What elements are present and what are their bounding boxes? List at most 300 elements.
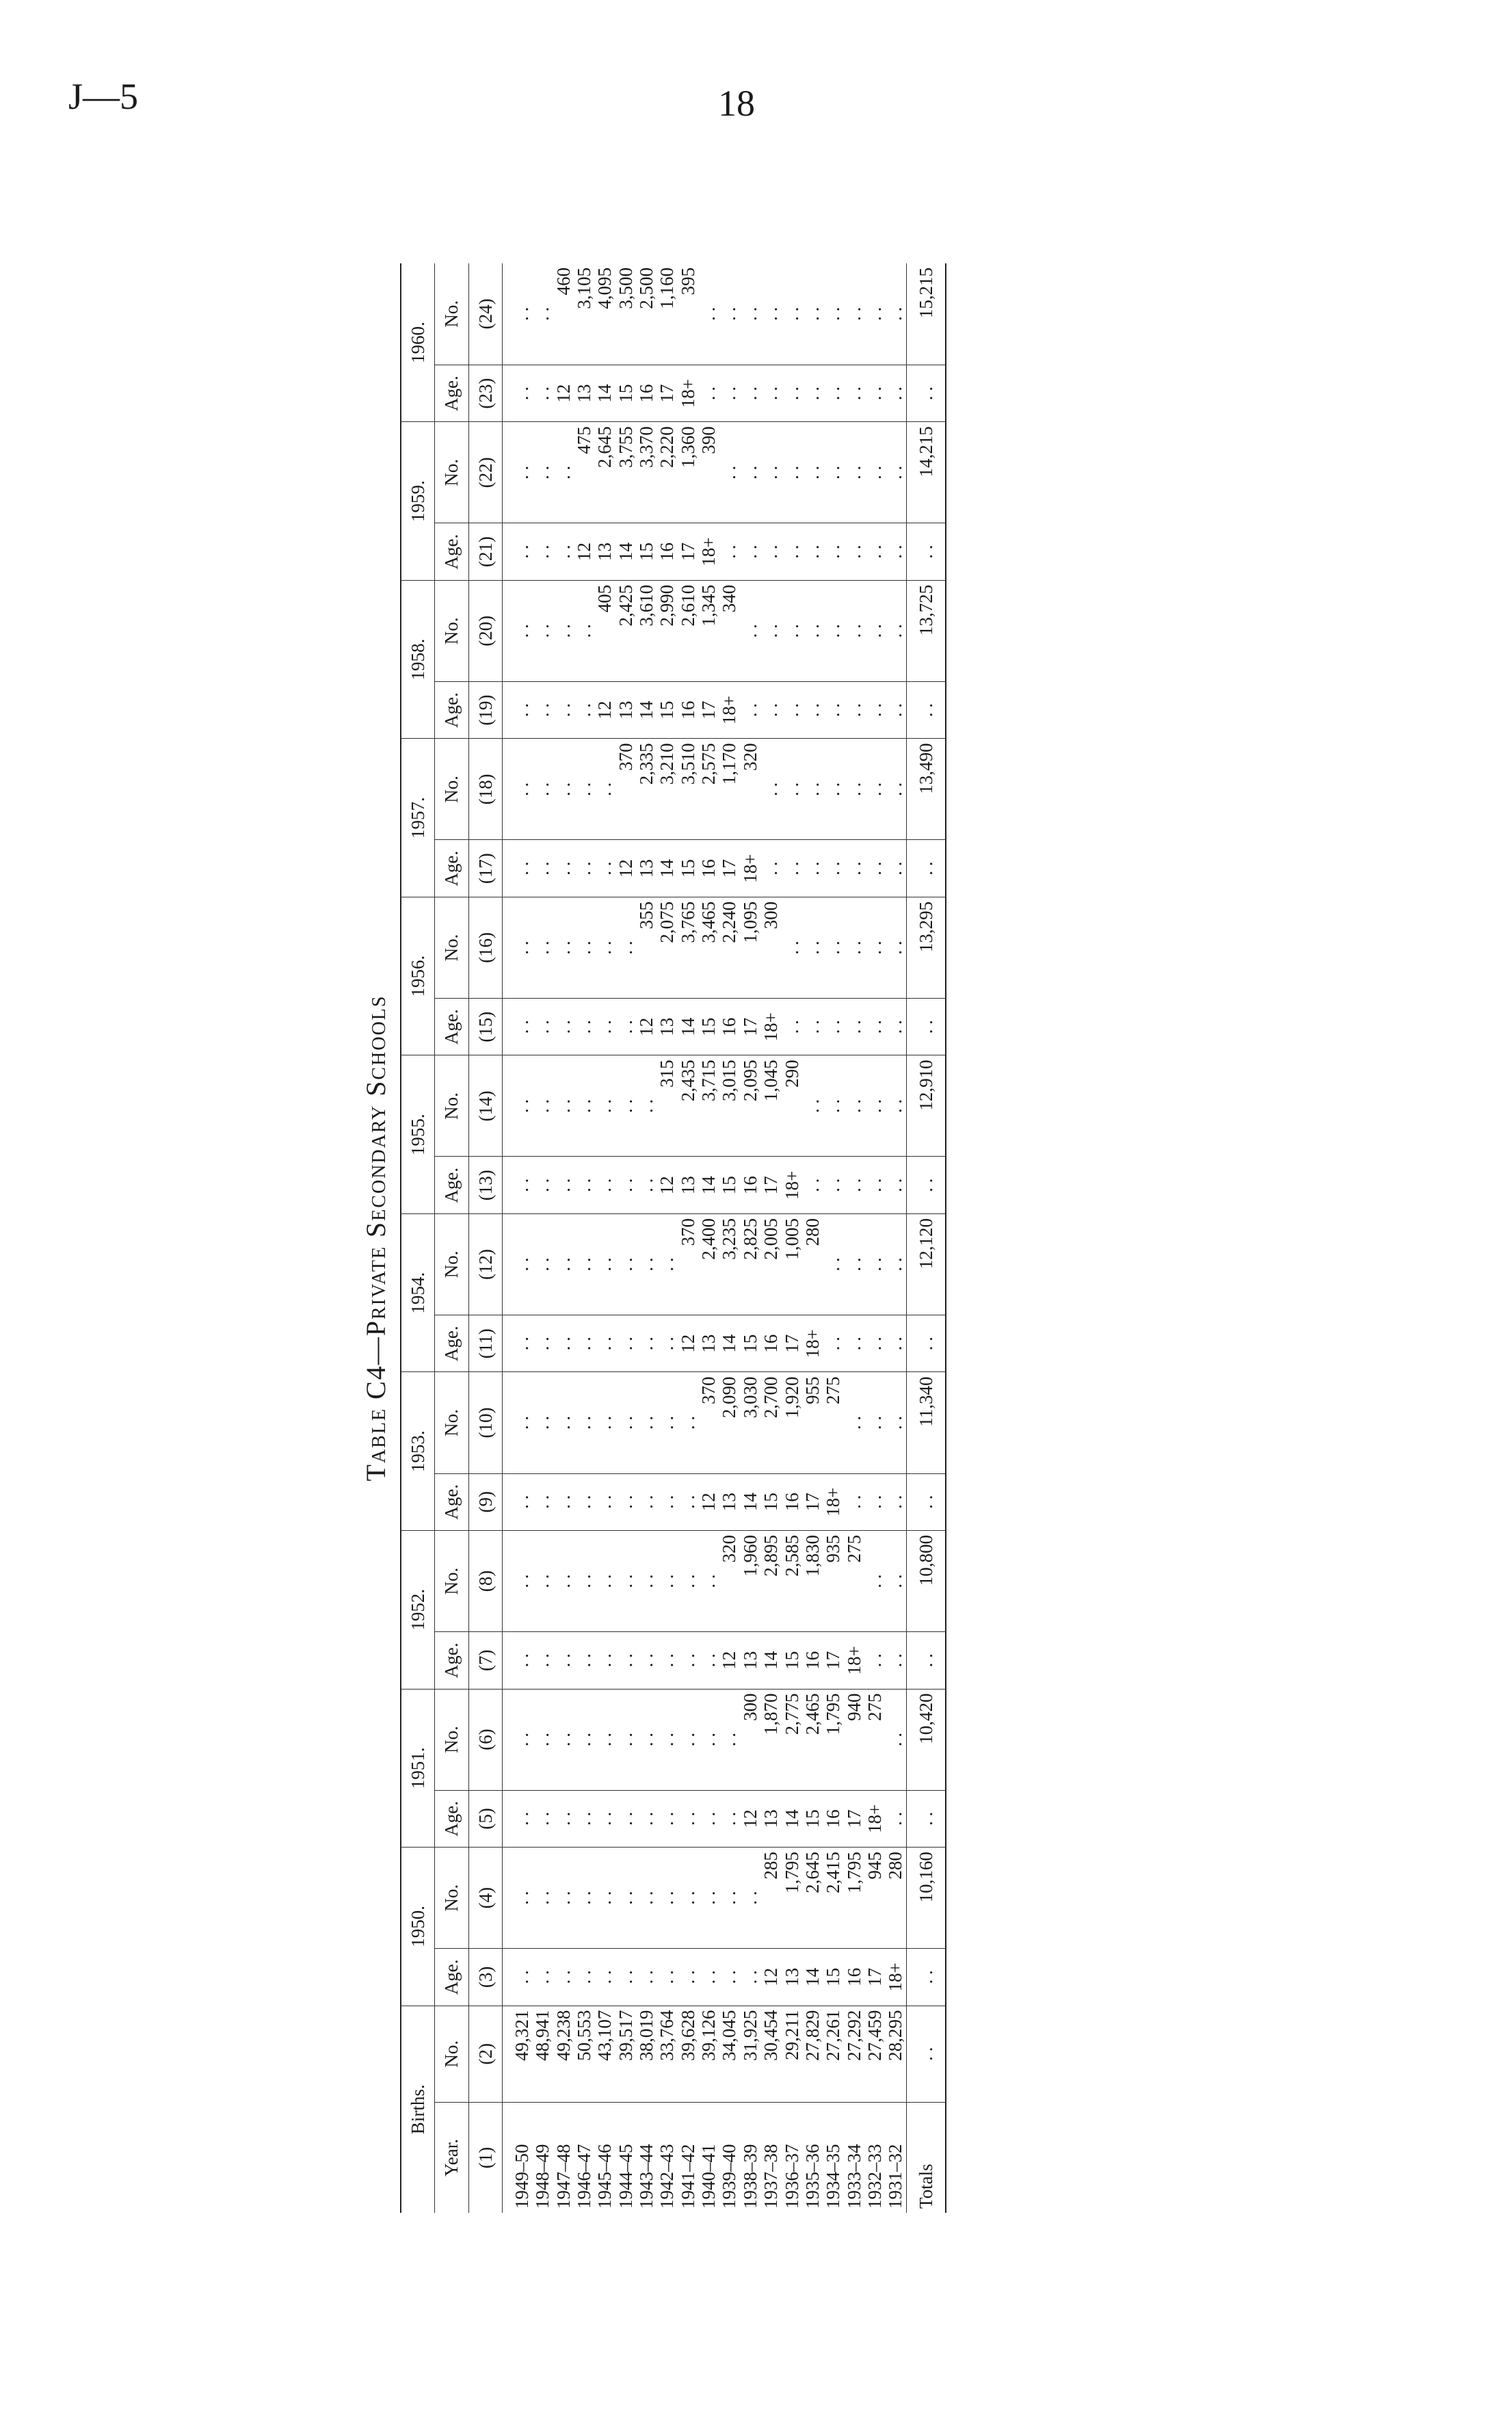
age-cell: 13 <box>636 840 656 897</box>
number-cell: . . <box>553 1848 574 1949</box>
age-cell: . . <box>823 1157 843 1213</box>
age-cell: . . <box>740 681 760 738</box>
column-number: (3) <box>468 1949 502 2006</box>
age-cell: 16 <box>760 1315 781 1372</box>
year-heading-1951: 1951. <box>401 1689 435 1848</box>
number-cell: 1,360 <box>678 422 698 523</box>
age-cell: . . <box>574 1315 594 1372</box>
age-cell: 18+ <box>678 365 698 421</box>
age-total-dots: . . <box>906 681 946 738</box>
table-row <box>823 263 843 2213</box>
age-cell: . . <box>844 1157 864 1213</box>
age-cell: . . <box>503 1473 533 1530</box>
number-cell: . . <box>864 897 885 998</box>
no-label: No. <box>435 580 468 681</box>
number-cell: 3,210 <box>656 739 677 840</box>
number-cell: . . <box>615 1689 636 1790</box>
birth-year-cell: 1943–44 <box>636 2144 657 2209</box>
number-cell: 290 <box>782 1055 802 1157</box>
age-cell: . . <box>656 1473 677 1530</box>
number-cell: . . <box>532 1372 553 1473</box>
age-label: Age. <box>435 681 468 738</box>
rotated-table-container <box>352 263 1357 2213</box>
number-cell: . . <box>885 1531 906 1632</box>
number-cell: 1,170 <box>719 739 739 840</box>
number-cell: . . <box>719 1848 739 1949</box>
number-cell: . . <box>574 1848 594 1949</box>
column-number: (5) <box>468 1790 502 1847</box>
age-cell: 13 <box>615 681 636 738</box>
number-cell: . . <box>594 1848 615 1949</box>
number-cell: 275 <box>823 1372 843 1473</box>
age-cell: 15 <box>678 840 698 897</box>
number-cell: 370 <box>615 739 636 840</box>
number-cell: . . <box>864 1213 885 1315</box>
column-number: (2) <box>468 2006 502 2102</box>
number-cell: 3,715 <box>698 1055 719 1157</box>
age-cell: 16 <box>823 1790 843 1847</box>
age-cell: 17 <box>802 1473 823 1530</box>
age-cell: . . <box>656 1315 677 1372</box>
births-number-cell: 31,925 <box>740 2006 760 2102</box>
age-cell: . . <box>574 681 594 738</box>
page-header <box>62 68 1395 130</box>
age-cell: . . <box>698 1790 719 1847</box>
age-cell: . . <box>594 1315 615 1372</box>
age-cell: 17 <box>760 1157 781 1213</box>
column-number: (1) <box>468 2102 502 2213</box>
age-cell: . . <box>636 1473 656 1530</box>
number-cell: 1,160 <box>656 263 677 365</box>
number-cell: . . <box>636 1372 656 1473</box>
age-cell: . . <box>885 1473 906 1530</box>
births-number-cell: 27,829 <box>802 2006 823 2102</box>
age-total-dots: . . <box>906 998 946 1055</box>
number-cell: 3,105 <box>574 263 594 365</box>
age-cell: . . <box>615 1790 636 1847</box>
number-cell: . . <box>698 263 719 365</box>
age-cell: . . <box>503 523 533 580</box>
number-cell: . . <box>656 1848 677 1949</box>
number-cell: . . <box>615 1531 636 1632</box>
age-cell: . . <box>823 1315 843 1372</box>
age-cell: . . <box>823 681 843 738</box>
total-number-cell: 13,295 <box>906 897 946 998</box>
column-number: (4) <box>468 1848 502 1949</box>
age-cell: . . <box>885 365 906 421</box>
age-cell: 16 <box>782 1473 802 1530</box>
age-cell: . . <box>636 1790 656 1847</box>
number-cell: . . <box>636 1213 656 1315</box>
column-number: (18) <box>468 739 502 840</box>
age-cell: . . <box>782 365 802 421</box>
subheading-row <box>435 263 468 2213</box>
number-cell: . . <box>760 263 781 365</box>
age-cell: 16 <box>719 998 739 1055</box>
number-cell: 2,095 <box>740 1055 760 1157</box>
age-cell: . . <box>553 998 574 1055</box>
number-cell: . . <box>532 1531 553 1632</box>
births-number-cell: 29,211 <box>782 2006 802 2102</box>
table-row <box>594 263 615 2213</box>
age-cell: . . <box>532 1315 553 1372</box>
age-cell: 12 <box>760 1949 781 2006</box>
number-cell: . . <box>532 1213 553 1315</box>
age-cell: . . <box>656 1949 677 2006</box>
age-cell: . . <box>553 1473 574 1530</box>
total-number-cell: 15,215 <box>906 263 946 365</box>
age-cell: . . <box>532 1632 553 1689</box>
number-cell: 955 <box>802 1372 823 1473</box>
number-cell: . . <box>678 1689 698 1790</box>
births-number-cell: 34,045 <box>719 2006 739 2102</box>
number-cell: . . <box>594 897 615 998</box>
number-cell: 1,005 <box>782 1213 802 1315</box>
number-cell: 390 <box>698 422 719 523</box>
number-cell: . . <box>503 1213 533 1315</box>
births-number-cell: 39,517 <box>615 2006 636 2102</box>
number-cell: . . <box>760 422 781 523</box>
number-cell: 395 <box>678 263 698 365</box>
age-cell: . . <box>885 840 906 897</box>
age-cell: . . <box>678 1790 698 1847</box>
number-cell: . . <box>656 1531 677 1632</box>
age-cell: . . <box>864 523 885 580</box>
age-cell: . . <box>698 1632 719 1689</box>
age-cell: . . <box>844 1473 864 1530</box>
number-cell: 280 <box>802 1213 823 1315</box>
age-cell: . . <box>553 1632 574 1689</box>
number-cell: . . <box>740 263 760 365</box>
number-cell: . . <box>698 1689 719 1790</box>
age-cell: 13 <box>574 365 594 421</box>
number-cell: 2,005 <box>760 1213 781 1315</box>
birth-year-cell: 1949–50 <box>512 2144 533 2209</box>
age-cell: . . <box>594 1790 615 1847</box>
age-cell: 12 <box>594 681 615 738</box>
column-number: (23) <box>468 365 502 421</box>
table-row <box>844 263 864 2213</box>
age-cell: . . <box>636 1157 656 1213</box>
no-label: No. <box>435 1531 468 1632</box>
column-number: (14) <box>468 1055 502 1157</box>
age-cell: . . <box>823 523 843 580</box>
age-cell: . . <box>698 1949 719 2006</box>
births-number-cell: 43,107 <box>594 2006 615 2102</box>
age-cell: . . <box>594 1473 615 1530</box>
age-cell: . . <box>844 523 864 580</box>
age-cell: 13 <box>594 523 615 580</box>
number-cell: . . <box>864 739 885 840</box>
number-cell: 2,895 <box>760 1531 781 1632</box>
age-cell: . . <box>615 1157 636 1213</box>
birth-year-cell: 1935–36 <box>801 2144 823 2209</box>
age-cell: 13 <box>656 998 677 1055</box>
no-label: No. <box>435 1848 468 1949</box>
document-reference: J—5 <box>68 76 139 117</box>
number-cell: 3,500 <box>615 263 636 365</box>
births-number-cell: 38,019 <box>636 2006 656 2102</box>
births-number-cell: 28,295 <box>885 2006 906 2102</box>
number-cell: . . <box>553 1372 574 1473</box>
number-cell: 1,960 <box>740 1531 760 1632</box>
total-number-cell: 12,910 <box>906 1055 946 1157</box>
age-cell: 14 <box>740 1473 760 1530</box>
number-cell: 315 <box>656 1055 677 1157</box>
number-cell: . . <box>532 1689 553 1790</box>
age-cell: 14 <box>615 523 636 580</box>
births-number-cell: 30,454 <box>760 2006 781 2102</box>
column-number: (24) <box>468 263 502 365</box>
number-cell: . . <box>574 1689 594 1790</box>
age-cell: . . <box>615 1315 636 1372</box>
age-cell: . . <box>532 1949 553 2006</box>
column-number: (9) <box>468 1473 502 1530</box>
page-number: 18 <box>718 83 755 124</box>
age-cell: . . <box>553 681 574 738</box>
number-cell: . . <box>553 1055 574 1157</box>
age-cell: . . <box>844 1315 864 1372</box>
number-cell: . . <box>844 422 864 523</box>
number-cell: 370 <box>698 1372 719 1473</box>
number-cell: . . <box>503 1689 533 1790</box>
number-cell: 2,645 <box>594 422 615 523</box>
table-row <box>656 263 677 2213</box>
age-cell: . . <box>885 1315 906 1372</box>
age-cell: 18+ <box>698 523 719 580</box>
number-cell: 2,220 <box>656 422 677 523</box>
total-number-cell: 14,215 <box>906 422 946 523</box>
number-cell: . . <box>885 1055 906 1157</box>
age-cell: . . <box>574 1157 594 1213</box>
age-cell: 15 <box>698 998 719 1055</box>
age-cell: 15 <box>802 1790 823 1847</box>
age-cell: . . <box>844 681 864 738</box>
age-cell: 14 <box>760 1632 781 1689</box>
age-cell: 18+ <box>802 1315 823 1372</box>
age-cell: . . <box>864 1632 885 1689</box>
number-cell: . . <box>532 897 553 998</box>
number-cell: . . <box>719 263 739 365</box>
number-cell: . . <box>844 1055 864 1157</box>
number-cell: . . <box>740 580 760 681</box>
age-cell: . . <box>553 1790 574 1847</box>
no-label: No. <box>435 263 468 365</box>
year-heading-1955: 1955. <box>401 1055 435 1214</box>
birth-year-cell: 1946–47 <box>574 2144 595 2209</box>
number-cell: 1,795 <box>844 1848 864 1949</box>
number-cell: . . <box>802 897 823 998</box>
number-cell: 1,795 <box>782 1848 802 1949</box>
births-number-cell: 27,292 <box>844 2006 864 2102</box>
births-number-cell: 50,553 <box>574 2006 594 2102</box>
age-cell: . . <box>656 1632 677 1689</box>
number-cell: 3,015 <box>719 1055 739 1157</box>
number-cell: 3,610 <box>636 580 656 681</box>
age-cell: . . <box>885 1157 906 1213</box>
age-cell: . . <box>844 365 864 421</box>
births-number-cell: 39,126 <box>698 2006 719 2102</box>
column-number: (21) <box>468 523 502 580</box>
number-cell: 2,425 <box>615 580 636 681</box>
age-cell: 14 <box>802 1949 823 2006</box>
age-cell: 15 <box>740 1315 760 1372</box>
age-cell: 12 <box>656 1157 677 1213</box>
number-cell: 460 <box>553 263 574 365</box>
number-cell: 1,345 <box>698 580 719 681</box>
birth-year-cell: 1945–46 <box>594 2144 615 2209</box>
age-cell: 17 <box>698 681 719 738</box>
age-cell: . . <box>594 1949 615 2006</box>
number-cell: . . <box>636 1848 656 1949</box>
number-cell: . . <box>574 1213 594 1315</box>
age-total-dots: . . <box>906 365 946 421</box>
number-cell: . . <box>782 580 802 681</box>
age-label: Age. <box>435 1632 468 1689</box>
age-cell: . . <box>864 840 885 897</box>
number-cell: . . <box>615 1848 636 1949</box>
year-heading-1956: 1956. <box>401 897 435 1055</box>
number-cell: 300 <box>740 1689 760 1790</box>
number-cell: . . <box>740 422 760 523</box>
number-cell: . . <box>719 1689 739 1790</box>
age-cell: 15 <box>636 523 656 580</box>
birth-year-cell: 1931–32 <box>885 2144 906 2209</box>
column-number-row <box>468 263 502 2213</box>
age-cell: 14 <box>594 365 615 421</box>
total-number-cell: 13,725 <box>906 580 946 681</box>
table-row <box>864 263 885 2213</box>
year-heading-1950: 1950. <box>401 1848 435 2006</box>
age-cell: . . <box>532 365 553 421</box>
number-cell: . . <box>844 263 864 365</box>
age-cell: . . <box>678 1949 698 2006</box>
age-cell: . . <box>574 1949 594 2006</box>
age-cell: . . <box>678 1632 698 1689</box>
table-row <box>698 263 719 2213</box>
age-cell: 17 <box>864 1949 885 2006</box>
number-cell: . . <box>885 1689 906 1790</box>
number-cell: . . <box>864 1531 885 1632</box>
age-cell: 15 <box>782 1632 802 1689</box>
year-heading-1960: 1960. <box>401 263 435 422</box>
number-cell: . . <box>615 1055 636 1157</box>
age-cell: 18+ <box>782 1157 802 1213</box>
number-cell: . . <box>636 1055 656 1157</box>
number-cell: 300 <box>760 897 781 998</box>
age-cell: . . <box>503 998 533 1055</box>
age-cell: . . <box>698 365 719 421</box>
number-cell: 280 <box>885 1848 906 1949</box>
age-cell: . . <box>532 523 553 580</box>
number-cell: . . <box>823 1055 843 1157</box>
age-cell: . . <box>574 998 594 1055</box>
age-cell: . . <box>823 998 843 1055</box>
age-cell: . . <box>719 365 739 421</box>
number-cell: . . <box>532 580 553 681</box>
table-row <box>636 263 656 2213</box>
age-cell: 16 <box>678 681 698 738</box>
number-cell: 2,990 <box>656 580 677 681</box>
number-cell: . . <box>760 739 781 840</box>
age-cell: . . <box>503 365 533 421</box>
age-cell: 15 <box>656 681 677 738</box>
number-cell: 2,415 <box>823 1848 843 1949</box>
table-row <box>532 263 553 2213</box>
age-cell: . . <box>553 1315 574 1372</box>
number-cell: . . <box>532 739 553 840</box>
number-cell: 370 <box>678 1213 698 1315</box>
birth-year-cell: 1934–35 <box>823 2144 844 2209</box>
year-heading-row <box>401 263 435 2213</box>
number-cell: . . <box>782 263 802 365</box>
number-cell: . . <box>823 263 843 365</box>
total-number-cell: 10,420 <box>906 1689 946 1790</box>
number-cell: . . <box>802 422 823 523</box>
number-cell: . . <box>532 1848 553 1949</box>
number-cell: 1,095 <box>740 897 760 998</box>
age-cell: 14 <box>636 681 656 738</box>
number-cell: . . <box>782 739 802 840</box>
age-cell: 13 <box>740 1632 760 1689</box>
number-cell: 2,825 <box>740 1213 760 1315</box>
age-cell: . . <box>636 1315 656 1372</box>
age-cell: 18+ <box>760 998 781 1055</box>
number-cell: . . <box>802 739 823 840</box>
number-cell: . . <box>553 1531 574 1632</box>
age-cell: . . <box>740 1949 760 2006</box>
number-cell: 3,510 <box>678 739 698 840</box>
table-row <box>782 263 802 2213</box>
age-total-dots: . . <box>906 840 946 897</box>
no-label: No. <box>435 1213 468 1315</box>
age-cell: 17 <box>823 1632 843 1689</box>
age-cell: . . <box>594 840 615 897</box>
age-cell: 15 <box>823 1949 843 2006</box>
age-cell: 18+ <box>823 1473 843 1530</box>
number-cell: 3,235 <box>719 1213 739 1315</box>
birth-year-cell: 1936–37 <box>781 2144 802 2209</box>
age-label: Age. <box>435 1790 468 1847</box>
number-cell: 2,645 <box>802 1848 823 1949</box>
number-cell: 3,465 <box>698 897 719 998</box>
table-row <box>503 263 533 2213</box>
age-cell: 16 <box>636 365 656 421</box>
age-cell: . . <box>574 1632 594 1689</box>
column-number: (11) <box>468 1315 502 1372</box>
number-cell: . . <box>503 1531 533 1632</box>
number-cell: . . <box>740 1848 760 1949</box>
age-cell: . . <box>782 998 802 1055</box>
number-cell: . . <box>574 580 594 681</box>
age-cell: 17 <box>740 998 760 1055</box>
age-cell: . . <box>553 1157 574 1213</box>
number-cell: . . <box>719 422 739 523</box>
column-number: (6) <box>468 1689 502 1790</box>
table-row <box>553 263 574 2213</box>
number-cell: 355 <box>636 897 656 998</box>
birth-year-cell: 1944–45 <box>615 2144 636 2209</box>
age-cell: . . <box>615 1632 636 1689</box>
birth-year-cell: 1932–33 <box>864 2144 885 2209</box>
number-cell: . . <box>864 422 885 523</box>
births-number-cell: 39,628 <box>678 2006 698 2102</box>
number-cell: . . <box>698 1531 719 1632</box>
totals-row <box>906 263 946 2213</box>
birth-year-cell: 1942–43 <box>656 2144 678 2209</box>
age-cell: . . <box>802 998 823 1055</box>
number-cell: 2,400 <box>698 1213 719 1315</box>
